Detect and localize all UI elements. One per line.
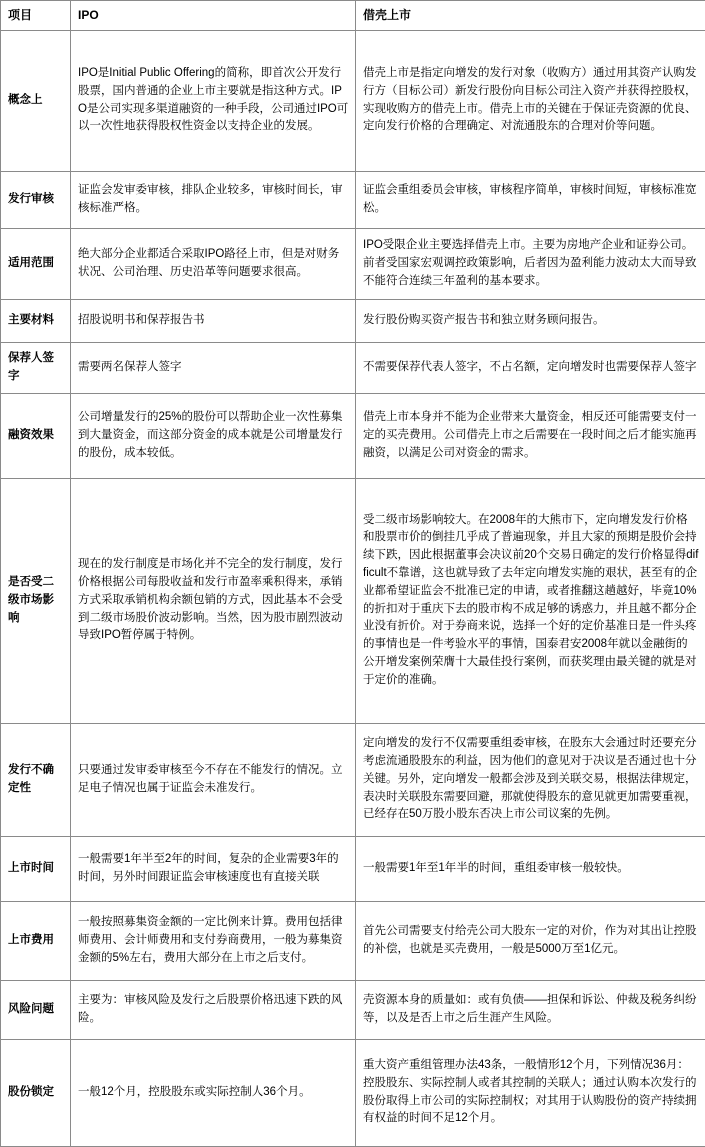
table-row	[1, 901, 705, 980]
cell-backdoor-secondary-market: 受二级市场影响较大。在2008年的大熊市下，定向增发发行价格和股票市价的倒挂几乎成了普遍现象，并且大家的预期是股价会持续下跌，因此根据董事会决议前20个交易日确定的发行价格显得difficult不靠谱，这也就导致了去年定向增发实施的艰状，甚至有的企业都希望证监会不批准已定的申请，或者推翻这趟越好，毕竟10%的折扣对于重庆下去的股市构不成足够的诱惑力，并且越不都分企业没有折价。对于券商来说，选择一个好的定价基准日是一件头疼的事情也是一件考验水平的事情，国泰君安2008年就以金融街的公开增发案例荣膺十大最佳投行案例，而获奖理由最关键的就是对于定价的准确。	[356, 478, 705, 723]
cell-backdoor-issue-certainty: 定向增发的发行不仅需要重组委审核，在股东大会通过时还要充分考虑流通股股东的利益，因为他们的意见对于决议是否通过也十分关键。另外，定向增发一般都会涉及到关联交易，根据法律规定，表决时关联股东需要回避，那就使得股东的意见就更加需要重视，已经存在50万股小股东否决上市公司议案的先例。	[356, 723, 705, 836]
cell-ipo-listing-time: 一般需要1年半至2年的时间，复杂的企业需要3年的时间，另外时间跟证监会审核速度也有直接关联	[71, 836, 356, 901]
cell-ipo-listing-cost: 一般按照募集资金额的一定比例来计算。费用包括律师费用、会计师费用和支付券商费用，一般为募集资金额的5%左右，费用大部分在上市之后支付。	[71, 901, 356, 980]
table-row	[1, 1039, 705, 1146]
cell-backdoor-risk: 壳资源本身的质量如：或有负债——担保和诉讼、仲裁及税务纠纷等，以及是否上市之后生涯产生风险。	[356, 980, 705, 1039]
header-cell-backdoor: 借壳上市	[356, 1, 705, 31]
cell-backdoor-financing: 借壳上市本身并不能为企业带来大量资金，相反还可能需要支付一定的买壳费用。公司借壳上市之后需要在一段时间之后才能实施再融资，以满足公司对资金的需求。	[356, 393, 705, 478]
cell-backdoor-sponsor: 不需要保荐代表人签字，不占名额，定向增发时也需要保荐人签字	[356, 342, 705, 393]
cell-ipo-risk: 主要为：审核风险及发行之后股票价格迅速下跌的风险。	[71, 980, 356, 1039]
row-label-lockup: 股份锁定	[1, 1039, 71, 1146]
cell-ipo-materials: 招股说明书和保荐报告书	[71, 299, 356, 342]
header-cell-ipo: IPO	[71, 1, 356, 31]
row-label-issue-certainty: 发行不确定性	[1, 723, 71, 836]
table-row	[1, 171, 705, 228]
cell-ipo-review: 证监会发审委审核，排队企业较多，审核时间长，审核标准严格。	[71, 171, 356, 228]
row-label-risk: 风险问题	[1, 980, 71, 1039]
table-row	[1, 393, 705, 478]
cell-backdoor-concept: 借壳上市是指定向增发的发行对象（收购方）通过用其资产认购发行方（目标公司）新发行股份向目标公司注入资产并获得控股权，实现收购方的借壳上市。借壳上市的关键在于保证壳资源的优良、定向发行价格的合理确定、对流通股东的合理对价等问题。	[356, 30, 705, 171]
header-cell-item: 项目	[1, 1, 71, 31]
table-row	[1, 723, 705, 836]
cell-backdoor-lockup: 重大资产重组管理办法43条，一般情形12个月，下列情况36月：控股股东、实际控制人或者其控制的关联人；通过认购本次发行的股份取得上市公司的实际控制权；对其用于认购股份的资产持续拥有权益的时间不足12个月。	[356, 1039, 705, 1146]
row-label-scope: 适用范围	[1, 228, 71, 299]
cell-backdoor-review: 证监会重组委员会审核，审核程序简单，审核时间短，审核标准宽松。	[356, 171, 705, 228]
cell-ipo-scope: 绝大部分企业都适合采取IPO路径上市，但是对财务状况、公司治理、历史沿革等问题要求很高。	[71, 228, 356, 299]
table-row	[1, 478, 705, 723]
cell-ipo-secondary-market: 现在的发行制度是市场化并不完全的发行制度，发行价格根据公司每股收益和发行市盈率乘积得来，承销方式采取承销机构余额包销的方式，因此基本不会受到二级市场股价波动影响。当然，因为股市剧烈波动导致IPO暂停属于特例。	[71, 478, 356, 723]
row-label-review: 发行审核	[1, 171, 71, 228]
table-row	[1, 228, 705, 299]
cell-backdoor-scope: IPO受限企业主要选择借壳上市。主要为房地产企业和证券公司。前者受国家宏观调控政策影响，后者因为盈利能力波动太大而导致不能符合连续三年盈利的基本要求。	[356, 228, 705, 299]
table-row	[1, 299, 705, 342]
row-label-concept: 概念上	[1, 30, 71, 171]
row-label-secondary-market: 是否受二级市场影响	[1, 478, 71, 723]
row-label-listing-cost: 上市费用	[1, 901, 71, 980]
cell-backdoor-listing-time: 一般需要1年至1年半的时间，重组委审核一般较快。	[356, 836, 705, 901]
table-body	[1, 30, 705, 1146]
table-row	[1, 342, 705, 393]
header-row	[1, 1, 705, 31]
row-label-financing: 融资效果	[1, 393, 71, 478]
cell-backdoor-materials: 发行股份购买资产报告书和独立财务顾问报告。	[356, 299, 705, 342]
cell-ipo-sponsor: 需要两名保荐人签字	[71, 342, 356, 393]
table-row	[1, 30, 705, 171]
row-label-listing-time: 上市时间	[1, 836, 71, 901]
table-row	[1, 836, 705, 901]
row-label-materials: 主要材料	[1, 299, 71, 342]
table-header	[1, 1, 705, 31]
cell-ipo-issue-certainty: 只要通过发审委审核至今不存在不能发行的情况。立足电子情况也属于证监会未准发行。	[71, 723, 356, 836]
cell-ipo-lockup: 一般12个月，控股股东或实际控制人36个月。	[71, 1039, 356, 1146]
row-label-sponsor: 保荐人签字	[1, 342, 71, 393]
cell-backdoor-listing-cost: 首先公司需要支付给壳公司大股东一定的对价，作为对其出让控股的补偿，也就是买壳费用，一般是5000万至1亿元。	[356, 901, 705, 980]
table-row	[1, 980, 705, 1039]
cell-ipo-concept: IPO是Initial Public Offering的简称，即首次公开发行股票，国内普通的企业上市主要就是指这种方式。IPO是公司实现多渠道融资的一种手段，公司通过IPO可以一次性地获得股权性资金以支持企业的发展。	[71, 30, 356, 171]
cell-ipo-financing: 公司增量发行的25%的股份可以帮助企业一次性募集到大量资金，而这部分资金的成本就是公司增量发行的股份，成本较低。	[71, 393, 356, 478]
